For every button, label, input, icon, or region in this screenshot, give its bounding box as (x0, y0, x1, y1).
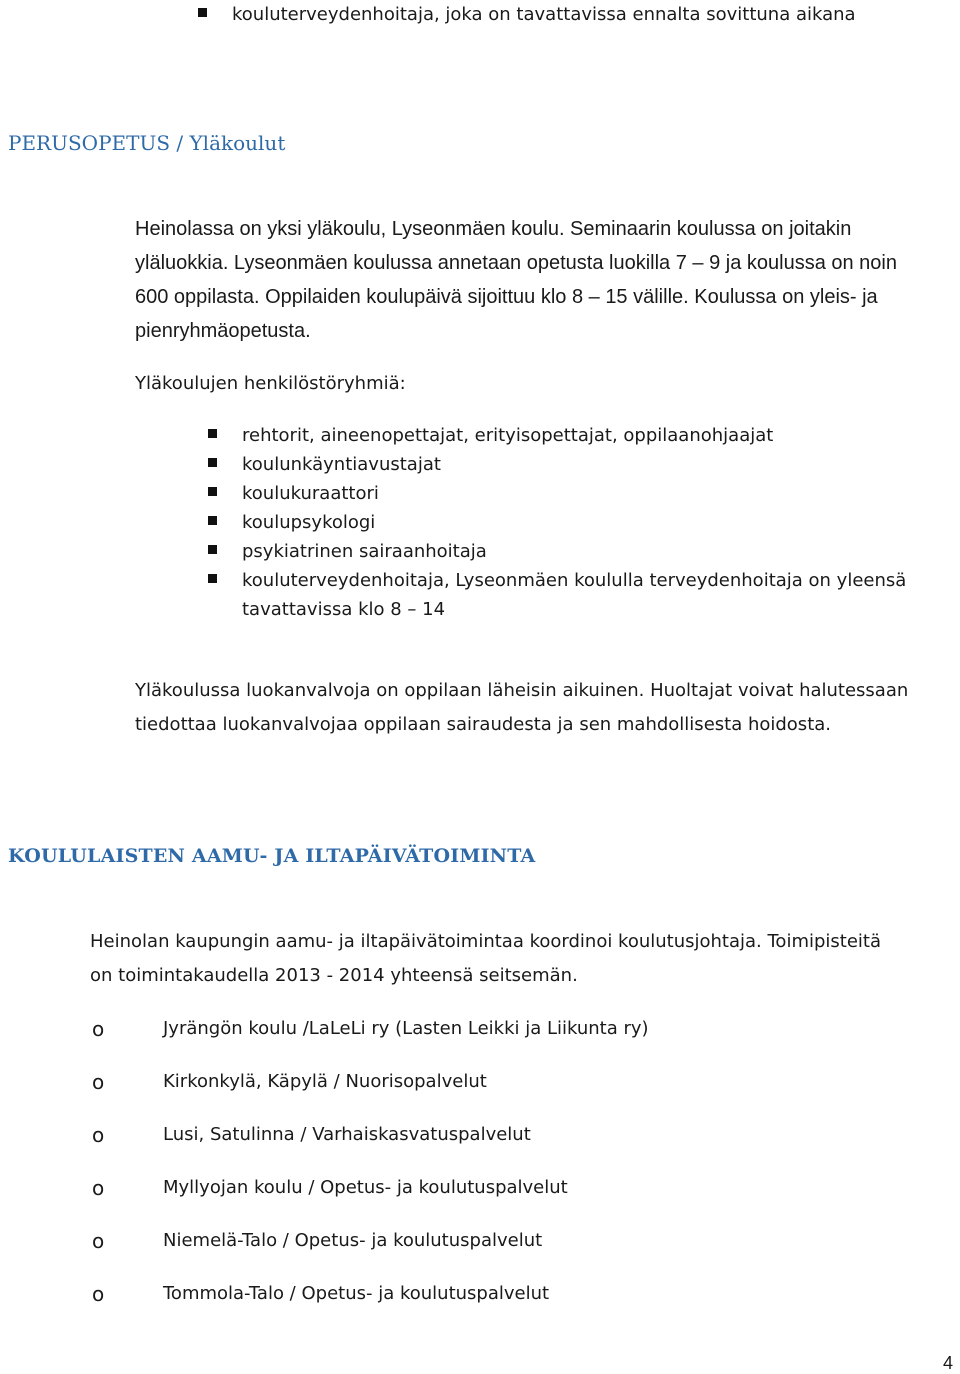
locations-list (92, 1015, 872, 1333)
circle-bullet-icon: o (92, 1229, 105, 1253)
top-bullet-text: kouluterveydenhoitaja, joka on tavattavissa ennalta sovittuna aikana (232, 4, 856, 25)
staff-item-text: tavattavissa klo 8 – 14 (242, 599, 446, 620)
square-bullet-icon (208, 545, 217, 554)
paragraph-line: yläluokkia. Lyseonmäen koulussa annetaan opetusta luokilla 7 – 9 ja koulussa on noin (135, 252, 897, 274)
circle-bullet-icon: o (92, 1176, 105, 1200)
paragraph-line: Heinolassa on yksi yläkoulu, Lyseonmäen koulu. Seminaarin koulussa on joitakin (135, 218, 852, 240)
paragraph-line: on toimintakaudella 2013 - 2014 yhteensä seitsemän. (90, 965, 578, 986)
staff-item-text: koulunkäyntiavustajat (242, 454, 441, 475)
staff-list (208, 421, 948, 624)
paragraph-line: Heinolan kaupungin aamu- ja iltapäivätoimintaa koordinoi koulutusjohtaja. Toimipisteitä (90, 931, 882, 952)
location-item (92, 1121, 872, 1174)
heading-aamu-iltapaiva: KOULULAISTEN AAMU- JA ILTAPÄIVÄTOIMINTA (8, 845, 536, 867)
location-text: Jyrängön koulu /LaLeLi ry (Lasten Leikki ja Liikunta ry) (163, 1018, 649, 1039)
circle-bullet-icon: o (92, 1123, 105, 1147)
square-bullet-icon (208, 429, 217, 438)
paragraph-line: pienryhmäopetusta. (135, 320, 311, 342)
location-item (92, 1280, 872, 1333)
staff-list-item (208, 508, 948, 537)
location-text: Lusi, Satulinna / Varhaiskasvatuspalvelut (163, 1124, 531, 1145)
paragraph-line: Yläkoulussa luokanvalvoja on oppilaan läheisin aikuinen. Huoltajat voivat halutessaan (135, 680, 909, 701)
staff-item-text: rehtorit, aineenopettajat, erityisopettajat, oppilaanohjaajat (242, 425, 774, 446)
circle-bullet-icon: o (92, 1282, 105, 1306)
staff-list-item (208, 479, 948, 508)
staff-list-item (208, 421, 948, 450)
circle-bullet-icon: o (92, 1017, 105, 1041)
circle-bullet-icon: o (92, 1070, 105, 1094)
staff-intro: Yläkoulujen henkilöstöryhmiä: (135, 373, 406, 394)
staff-item-text: koulupsykologi (242, 512, 376, 533)
staff-list-item (208, 566, 948, 624)
square-bullet-icon (208, 516, 217, 525)
location-item (92, 1015, 872, 1068)
page-number: 4 (943, 1353, 954, 1373)
location-text: Myllyojan koulu / Opetus- ja koulutuspalvelut (163, 1177, 568, 1198)
location-item (92, 1068, 872, 1121)
square-bullet-icon (208, 487, 217, 496)
perusopetus-paragraph (135, 212, 955, 348)
closing-paragraph (135, 674, 955, 742)
staff-item-text: kouluterveydenhoitaja, Lyseonmäen koululla terveydenhoitaja on yleensä (242, 570, 907, 591)
square-bullet-icon (208, 574, 217, 583)
staff-list-item (208, 450, 948, 479)
staff-item-text: koulukuraattori (242, 483, 379, 504)
aamu-intro-paragraph (90, 925, 950, 993)
paragraph-line: 600 oppilasta. Oppilaiden koulupäivä sijoittuu klo 8 – 15 välille. Koulussa on yleis- ja (135, 286, 878, 308)
paragraph-line: tiedottaa luokanvalvojaa oppilaan sairaudesta ja sen mahdollisesta hoidosta. (135, 714, 831, 735)
location-text: Niemelä-Talo / Opetus- ja koulutuspalvelut (163, 1230, 543, 1251)
location-item (92, 1174, 872, 1227)
location-item (92, 1227, 872, 1280)
square-bullet-icon (198, 8, 207, 17)
staff-item-text: psykiatrinen sairaanhoitaja (242, 541, 487, 562)
heading-perusopetus: PERUSOPETUS / Yläkoulut (8, 131, 286, 155)
square-bullet-icon (208, 458, 217, 467)
staff-list-item (208, 537, 948, 566)
top-bullet-item (198, 0, 938, 29)
location-text: Kirkonkylä, Käpylä / Nuorisopalvelut (163, 1071, 487, 1092)
location-text: Tommola-Talo / Opetus- ja koulutuspalvelut (163, 1283, 550, 1304)
